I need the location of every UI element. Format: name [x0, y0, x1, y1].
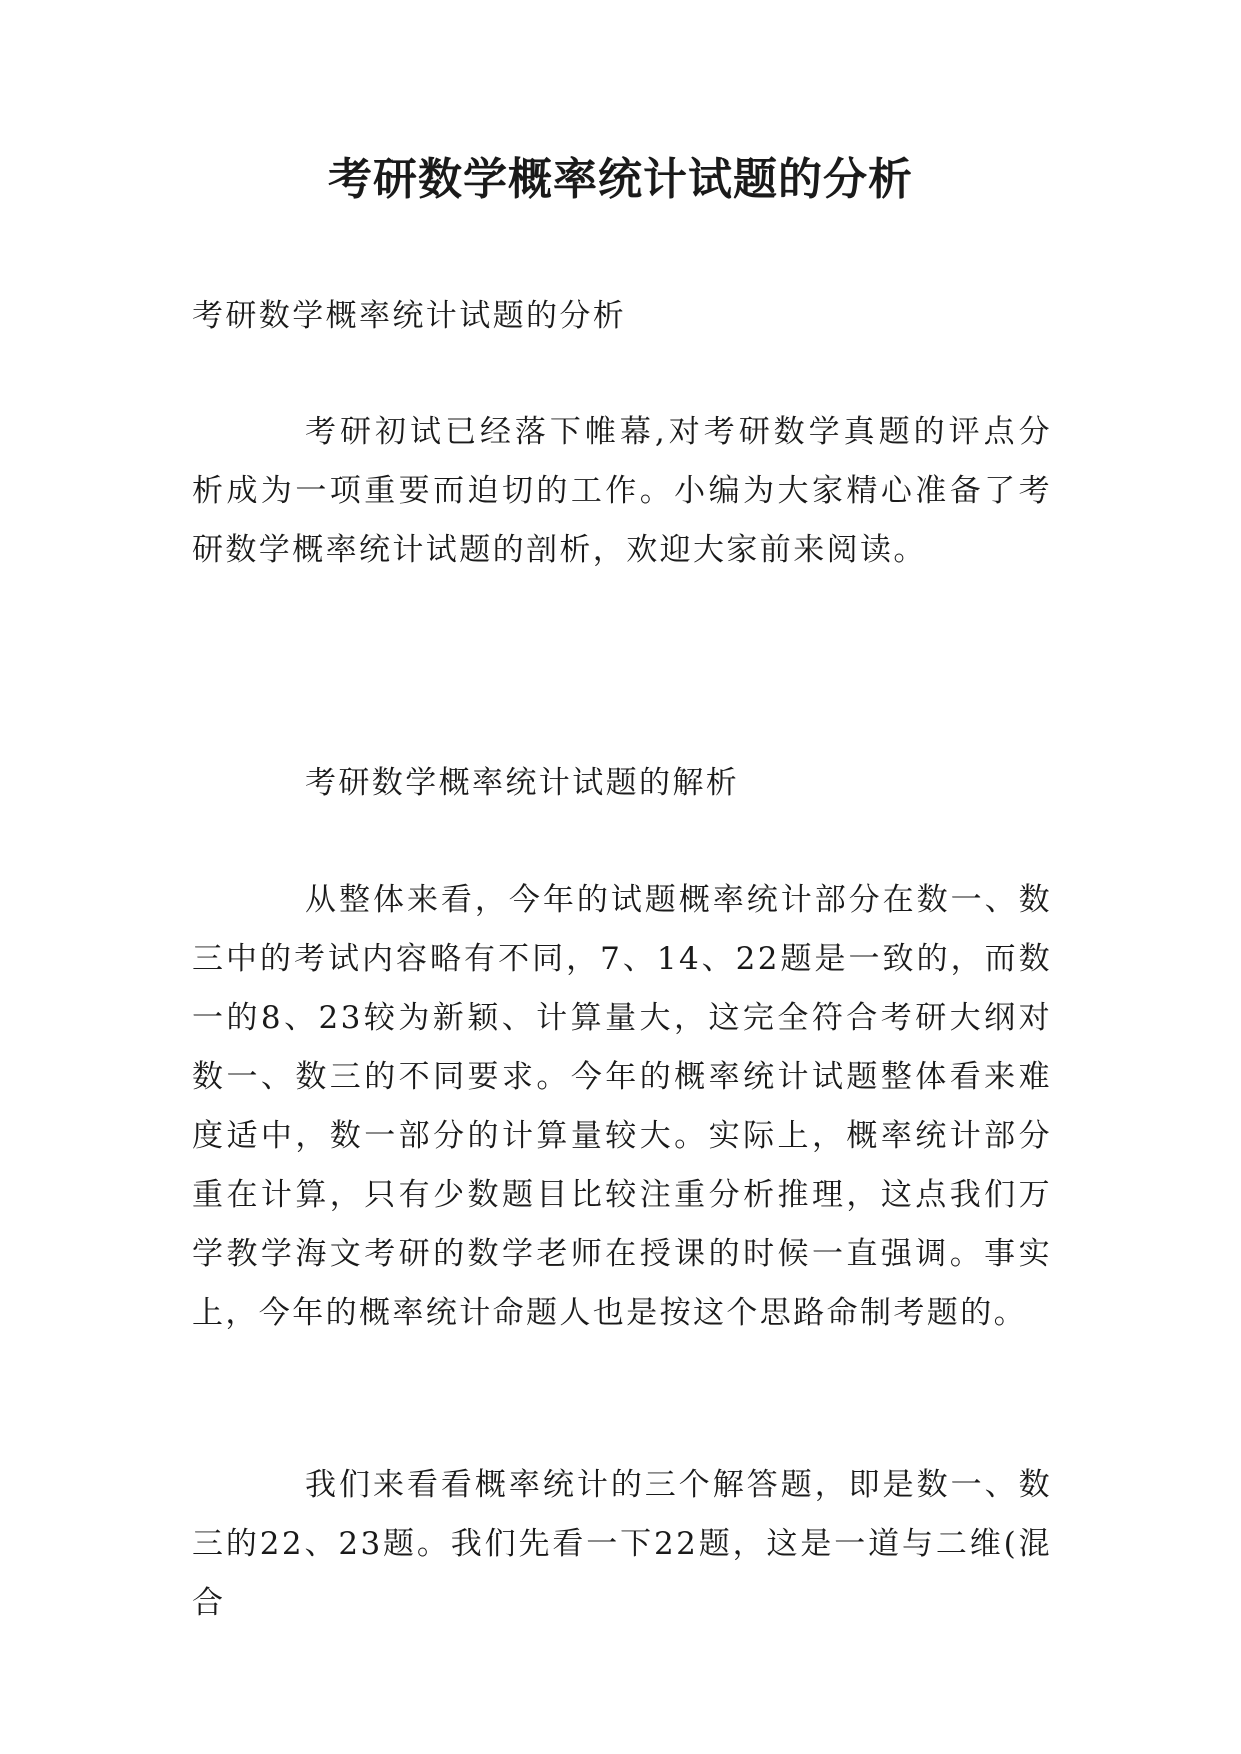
body-paragraph-2: 我们来看看概率统计的三个解答题，即是数一、数三的22、23题。我们先看一下22题，这是一道与二维(混合: [192, 1467, 1052, 1621]
document-subtitle: 考研数学概率统计试题的分析: [192, 298, 627, 334]
page-title: 考研数学概率统计试题的分析: [328, 154, 913, 205]
intro-paragraph: 考研初试已经落下帷幕,对考研数学真题的评点分析成为一项重要而迫切的工作。小编为大家精心准备了考研数学概率统计试题的剖析，欢迎大家前来阅读。: [192, 414, 1052, 568]
body-paragraph-1: 从整体来看，今年的试题概率统计部分在数一、数三中的考试内容略有不同，7、14、22题是一致的，而数一的8、23较为新颖、计算量大，这完全符合考研大纲对数一、数三的不同要求。今年的概率统计试题整体看来难度适中，数一部分的计算量较大。实际上，概率统计部分重在计算，只有少数题目比较注重分析推理，这点我们万学教学海文考研的数学老师在授课的时候一直强调。事实上，今年的概率统计命题人也是按这个思路命制考题的。: [192, 882, 1052, 1331]
section-heading: 考研数学概率统计试题的解析: [305, 765, 740, 801]
